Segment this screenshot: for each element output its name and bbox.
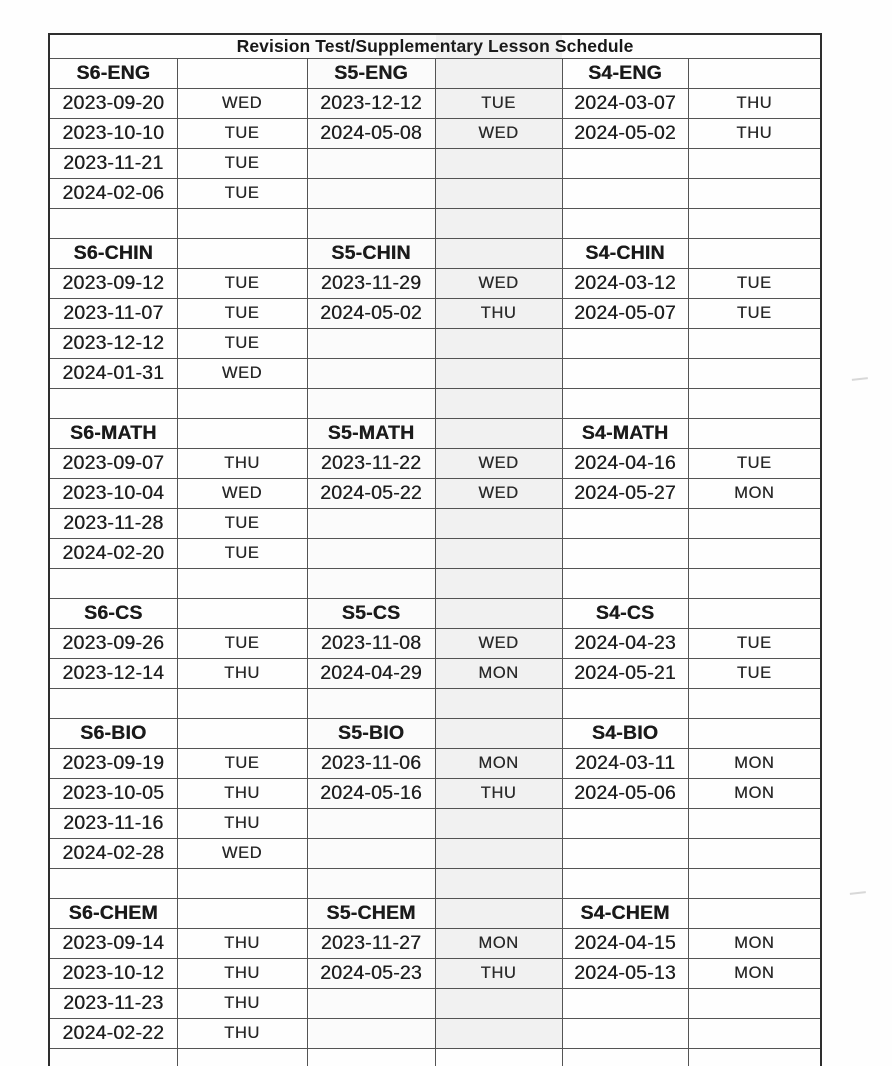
- empty-cell: [307, 839, 435, 869]
- section-header-row: [49, 899, 821, 929]
- section-header-cell: S6-CS: [49, 599, 177, 629]
- date-cell: 2023-12-14: [49, 659, 177, 689]
- empty-cell: [177, 1049, 307, 1066]
- section-header-cell: S5-CHEM: [307, 899, 435, 929]
- day-cell: TUE: [177, 179, 307, 209]
- empty-cell: [307, 809, 435, 839]
- date-cell: 2023-11-22: [307, 449, 435, 479]
- empty-cell: [435, 569, 562, 599]
- empty-cell: [435, 809, 562, 839]
- empty-cell: [435, 239, 562, 269]
- data-row: [49, 299, 821, 329]
- data-row: [49, 659, 821, 689]
- empty-cell: [435, 869, 562, 899]
- section-header-row: [49, 59, 821, 89]
- scan-smudge: [850, 891, 866, 898]
- date-cell: 2023-11-23: [49, 989, 177, 1019]
- section-header-cell: S4-CS: [562, 599, 688, 629]
- day-cell: THU: [688, 119, 821, 149]
- empty-cell: [435, 59, 562, 89]
- day-cell: WED: [435, 269, 562, 299]
- data-row: [49, 749, 821, 779]
- empty-cell: [688, 359, 821, 389]
- day-cell: TUE: [177, 539, 307, 569]
- date-cell: 2023-11-07: [49, 299, 177, 329]
- empty-cell: [688, 419, 821, 449]
- data-row: [49, 989, 821, 1019]
- empty-cell: [177, 689, 307, 719]
- title-row: [49, 34, 821, 59]
- section-header-cell: S5-CS: [307, 599, 435, 629]
- day-cell: MON: [688, 779, 821, 809]
- spacer-row: [49, 209, 821, 239]
- date-cell: 2024-05-06: [562, 779, 688, 809]
- empty-cell: [435, 1019, 562, 1049]
- empty-cell: [688, 839, 821, 869]
- date-cell: 2023-11-27: [307, 929, 435, 959]
- day-cell: MON: [688, 959, 821, 989]
- day-cell: THU: [688, 89, 821, 119]
- empty-cell: [307, 149, 435, 179]
- empty-cell: [307, 179, 435, 209]
- section-header-cell: S4-BIO: [562, 719, 688, 749]
- empty-cell: [688, 539, 821, 569]
- day-cell: MON: [435, 929, 562, 959]
- day-cell: TUE: [688, 269, 821, 299]
- empty-cell: [177, 599, 307, 629]
- day-cell: THU: [177, 989, 307, 1019]
- empty-cell: [177, 59, 307, 89]
- date-cell: 2023-10-05: [49, 779, 177, 809]
- date-cell: 2024-05-13: [562, 959, 688, 989]
- empty-cell: [307, 359, 435, 389]
- empty-cell: [435, 989, 562, 1019]
- day-cell: THU: [435, 299, 562, 329]
- data-row: [49, 779, 821, 809]
- empty-cell: [688, 389, 821, 419]
- empty-cell: [688, 1019, 821, 1049]
- date-cell: 2023-10-12: [49, 959, 177, 989]
- day-cell: THU: [435, 779, 562, 809]
- empty-cell: [562, 839, 688, 869]
- empty-cell: [49, 869, 177, 899]
- data-row: [49, 329, 821, 359]
- day-cell: WED: [435, 629, 562, 659]
- empty-cell: [688, 509, 821, 539]
- day-cell: TUE: [177, 119, 307, 149]
- empty-cell: [307, 1049, 435, 1066]
- empty-cell: [177, 419, 307, 449]
- empty-cell: [435, 719, 562, 749]
- empty-cell: [562, 509, 688, 539]
- day-cell: THU: [177, 959, 307, 989]
- date-cell: 2024-04-29: [307, 659, 435, 689]
- date-cell: 2023-10-04: [49, 479, 177, 509]
- day-cell: MON: [688, 749, 821, 779]
- empty-cell: [688, 239, 821, 269]
- date-cell: 2024-04-23: [562, 629, 688, 659]
- data-row: [49, 269, 821, 299]
- day-cell: TUE: [688, 629, 821, 659]
- section-header-cell: S6-MATH: [49, 419, 177, 449]
- empty-cell: [49, 209, 177, 239]
- data-row: [49, 929, 821, 959]
- day-cell: TUE: [177, 509, 307, 539]
- section-header-cell: S5-ENG: [307, 59, 435, 89]
- date-cell: 2024-05-07: [562, 299, 688, 329]
- empty-cell: [177, 239, 307, 269]
- empty-cell: [177, 389, 307, 419]
- data-row: [49, 959, 821, 989]
- empty-cell: [688, 869, 821, 899]
- date-cell: 2024-02-28: [49, 839, 177, 869]
- section-header-cell: S6-BIO: [49, 719, 177, 749]
- date-cell: 2023-10-10: [49, 119, 177, 149]
- day-cell: WED: [435, 479, 562, 509]
- date-cell: 2024-05-08: [307, 119, 435, 149]
- day-cell: THU: [177, 449, 307, 479]
- day-cell: WED: [177, 359, 307, 389]
- empty-cell: [562, 209, 688, 239]
- data-row: [49, 179, 821, 209]
- section-header-cell: S4-ENG: [562, 59, 688, 89]
- empty-cell: [435, 1049, 562, 1066]
- day-cell: MON: [688, 479, 821, 509]
- empty-cell: [307, 509, 435, 539]
- spacer-row: [49, 689, 821, 719]
- day-cell: MON: [688, 929, 821, 959]
- date-cell: 2024-02-22: [49, 1019, 177, 1049]
- empty-cell: [688, 569, 821, 599]
- empty-cell: [562, 359, 688, 389]
- day-cell: TUE: [177, 299, 307, 329]
- date-cell: 2024-01-31: [49, 359, 177, 389]
- data-row: [49, 479, 821, 509]
- empty-cell: [562, 539, 688, 569]
- data-row: [49, 629, 821, 659]
- empty-cell: [307, 569, 435, 599]
- section-header-cell: S6-CHIN: [49, 239, 177, 269]
- empty-cell: [177, 569, 307, 599]
- spacer-row: [49, 389, 821, 419]
- empty-cell: [435, 899, 562, 929]
- day-cell: WED: [177, 839, 307, 869]
- empty-cell: [562, 989, 688, 1019]
- day-cell: TUE: [177, 749, 307, 779]
- date-cell: 2023-09-14: [49, 929, 177, 959]
- date-cell: 2024-05-21: [562, 659, 688, 689]
- day-cell: TUE: [688, 299, 821, 329]
- date-cell: 2023-09-26: [49, 629, 177, 659]
- data-row: [49, 539, 821, 569]
- empty-cell: [49, 569, 177, 599]
- date-cell: 2024-04-16: [562, 449, 688, 479]
- date-cell: 2023-09-20: [49, 89, 177, 119]
- day-cell: THU: [177, 809, 307, 839]
- empty-cell: [562, 1019, 688, 1049]
- empty-cell: [435, 389, 562, 419]
- date-cell: 2023-11-06: [307, 749, 435, 779]
- empty-cell: [562, 179, 688, 209]
- section-header-cell: S6-ENG: [49, 59, 177, 89]
- empty-cell: [307, 329, 435, 359]
- date-cell: 2023-09-19: [49, 749, 177, 779]
- empty-cell: [688, 989, 821, 1019]
- day-cell: TUE: [177, 329, 307, 359]
- section-header-cell: S4-CHEM: [562, 899, 688, 929]
- day-cell: TUE: [435, 89, 562, 119]
- empty-cell: [562, 569, 688, 599]
- date-cell: 2023-09-12: [49, 269, 177, 299]
- empty-cell: [688, 329, 821, 359]
- day-cell: THU: [435, 959, 562, 989]
- day-cell: MON: [435, 659, 562, 689]
- empty-cell: [562, 1049, 688, 1066]
- empty-cell: [562, 329, 688, 359]
- spacer-row: [49, 569, 821, 599]
- date-cell: 2024-03-12: [562, 269, 688, 299]
- empty-cell: [435, 539, 562, 569]
- empty-cell: [435, 689, 562, 719]
- date-cell: 2023-09-07: [49, 449, 177, 479]
- section-header-row: [49, 719, 821, 749]
- empty-cell: [307, 1019, 435, 1049]
- empty-cell: [177, 899, 307, 929]
- empty-cell: [688, 689, 821, 719]
- empty-cell: [177, 209, 307, 239]
- empty-cell: [435, 839, 562, 869]
- empty-cell: [688, 59, 821, 89]
- empty-cell: [688, 599, 821, 629]
- empty-cell: [562, 809, 688, 839]
- day-cell: TUE: [688, 659, 821, 689]
- date-cell: 2023-11-08: [307, 629, 435, 659]
- empty-cell: [562, 869, 688, 899]
- empty-cell: [435, 329, 562, 359]
- day-cell: TUE: [688, 449, 821, 479]
- empty-cell: [435, 359, 562, 389]
- empty-cell: [688, 809, 821, 839]
- day-cell: WED: [435, 119, 562, 149]
- date-cell: 2024-05-16: [307, 779, 435, 809]
- empty-cell: [435, 179, 562, 209]
- date-cell: 2023-11-28: [49, 509, 177, 539]
- date-cell: 2023-11-29: [307, 269, 435, 299]
- table-title: Revision Test/Supplementary Lesson Schedule: [49, 34, 821, 59]
- empty-cell: [307, 989, 435, 1019]
- schedule-table: [48, 33, 822, 1066]
- date-cell: 2023-12-12: [307, 89, 435, 119]
- empty-cell: [307, 869, 435, 899]
- section-header-row: [49, 599, 821, 629]
- schedule-table-body: [49, 34, 821, 1066]
- empty-cell: [435, 209, 562, 239]
- date-cell: 2024-04-15: [562, 929, 688, 959]
- date-cell: 2023-11-21: [49, 149, 177, 179]
- empty-cell: [177, 869, 307, 899]
- data-row: [49, 809, 821, 839]
- day-cell: WED: [177, 479, 307, 509]
- date-cell: 2024-02-20: [49, 539, 177, 569]
- empty-cell: [435, 419, 562, 449]
- data-row: [49, 149, 821, 179]
- day-cell: THU: [177, 929, 307, 959]
- empty-cell: [688, 719, 821, 749]
- empty-cell: [307, 689, 435, 719]
- empty-cell: [307, 389, 435, 419]
- empty-cell: [307, 539, 435, 569]
- empty-cell: [688, 1049, 821, 1066]
- empty-cell: [562, 389, 688, 419]
- empty-cell: [562, 689, 688, 719]
- data-row: [49, 509, 821, 539]
- section-header-cell: S5-BIO: [307, 719, 435, 749]
- date-cell: 2024-05-23: [307, 959, 435, 989]
- empty-cell: [688, 899, 821, 929]
- empty-cell: [49, 389, 177, 419]
- date-cell: 2023-12-12: [49, 329, 177, 359]
- day-cell: TUE: [177, 149, 307, 179]
- day-cell: MON: [435, 749, 562, 779]
- data-row: [49, 359, 821, 389]
- date-cell: 2024-02-06: [49, 179, 177, 209]
- data-row: [49, 119, 821, 149]
- data-row: [49, 89, 821, 119]
- section-header-row: [49, 239, 821, 269]
- data-row: [49, 1019, 821, 1049]
- date-cell: 2024-05-22: [307, 479, 435, 509]
- day-cell: TUE: [177, 269, 307, 299]
- empty-cell: [49, 1049, 177, 1066]
- empty-cell: [49, 689, 177, 719]
- day-cell: WED: [177, 89, 307, 119]
- scan-smudge: [852, 377, 868, 384]
- section-header-cell: S5-MATH: [307, 419, 435, 449]
- empty-cell: [688, 149, 821, 179]
- empty-cell: [688, 179, 821, 209]
- day-cell: THU: [177, 779, 307, 809]
- spacer-row: [49, 1049, 821, 1066]
- date-cell: 2024-05-02: [562, 119, 688, 149]
- date-cell: 2024-03-11: [562, 749, 688, 779]
- day-cell: THU: [177, 1019, 307, 1049]
- data-row: [49, 449, 821, 479]
- date-cell: 2024-03-07: [562, 89, 688, 119]
- empty-cell: [307, 209, 435, 239]
- spacer-row: [49, 869, 821, 899]
- empty-cell: [435, 149, 562, 179]
- date-cell: 2024-05-27: [562, 479, 688, 509]
- empty-cell: [688, 209, 821, 239]
- date-cell: 2023-11-16: [49, 809, 177, 839]
- section-header-row: [49, 419, 821, 449]
- empty-cell: [435, 509, 562, 539]
- data-row: [49, 839, 821, 869]
- empty-cell: [177, 719, 307, 749]
- day-cell: WED: [435, 449, 562, 479]
- section-header-cell: S4-MATH: [562, 419, 688, 449]
- day-cell: TUE: [177, 629, 307, 659]
- empty-cell: [435, 599, 562, 629]
- day-cell: THU: [177, 659, 307, 689]
- date-cell: 2024-05-02: [307, 299, 435, 329]
- section-header-cell: S5-CHIN: [307, 239, 435, 269]
- empty-cell: [562, 149, 688, 179]
- section-header-cell: S6-CHEM: [49, 899, 177, 929]
- section-header-cell: S4-CHIN: [562, 239, 688, 269]
